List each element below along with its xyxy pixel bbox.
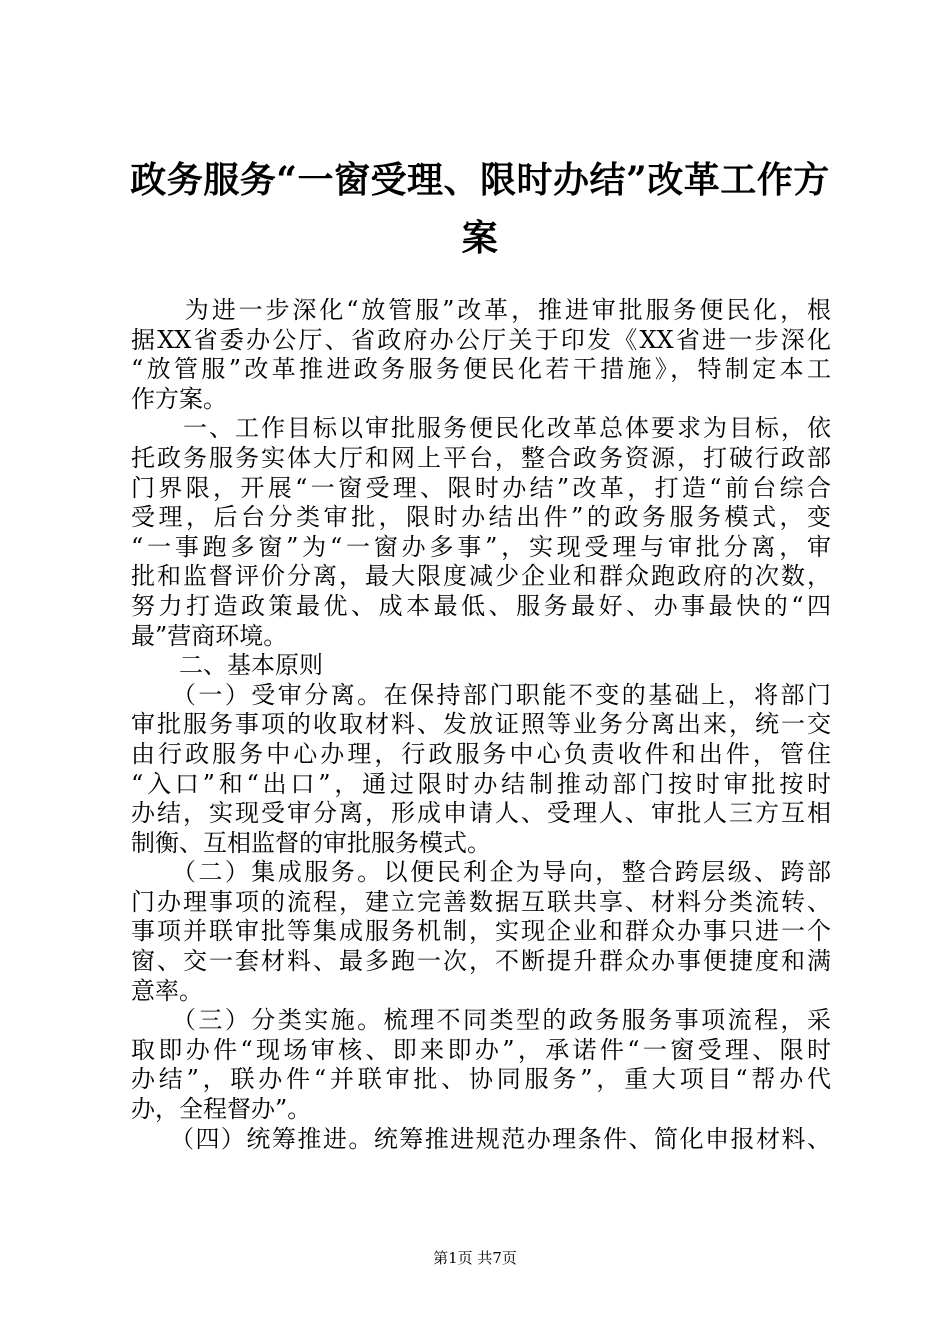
body-line: 窗、交一套材料、最多跑一次，不断提升群众办事便捷度和满 (131, 947, 831, 976)
body-line: （四）统筹推进。统筹推进规范办理条件、简化申报材料、 (131, 1124, 831, 1153)
body-line: 制衡、互相监督的审批服务模式。 (131, 828, 491, 857)
body-line: 门界限，开展“一窗受理、限时办结”改革，打造“前台综合 (131, 473, 831, 502)
body-line: 门办理事项的流程，建立完善数据互联共享、材料分类流转、 (131, 887, 831, 916)
body-line: 受理，后台分类审批，限时办结出件”的政务服务模式，变 (131, 503, 831, 532)
body-line: 取即办件“现场审核、即来即办”，承诺件“一窗受理、限时 (131, 1035, 831, 1064)
body-line: 由行政服务中心办理，行政服务中心负责收件和出件，管住 (131, 739, 831, 768)
body-line: “放管服”改革推进政务服务便民化若干措施》，特制定本工 (131, 355, 831, 384)
body-line: 作方案。 (131, 384, 227, 413)
body-line: 最”营商环境。 (131, 621, 288, 650)
document-body (131, 296, 831, 1154)
body-line: 审批服务事项的收取材料、发放证照等业务分离出来，统一交 (131, 710, 831, 739)
body-line: 办结，实现受审分离，形成申请人、受理人、审批人三方互相 (131, 799, 831, 828)
page-footer: 第1页 共7页 (433, 1249, 517, 1267)
body-line: 二、基本原则 (131, 651, 323, 680)
body-line: 一、工作目标以审批服务便民化改革总体要求为目标，依 (131, 414, 831, 443)
body-line: 据XX省委办公厅、省政府办公厅关于印发《XX省进一步深化 (131, 325, 831, 354)
body-line: （三）分类实施。梳理不同类型的政务服务事项流程，采 (131, 1006, 831, 1035)
body-line: 托政务服务实体大厅和网上平台，整合政务资源，打破行政部 (131, 443, 831, 472)
body-line: “一事跑多窗”为“一窗办多事”，实现受理与审批分离，审 (131, 532, 831, 561)
body-line: 办，全程督办”。 (131, 1095, 312, 1124)
body-line: 意率。 (131, 976, 203, 1005)
body-line: 努力打造政策最优、成本最低、服务最好、办事最快的“四 (131, 591, 831, 620)
document-title-line-2: 案 (461, 217, 499, 259)
body-line: “入口”和“出口”，通过限时办结制推动部门按时审批按时 (131, 769, 831, 798)
body-line: 事项并联审批等集成服务机制，实现企业和群众办事只进一个 (131, 917, 831, 946)
document-title-line-1: 政务服务“一窗受理、限时办结”改革工作方 (130, 159, 830, 201)
body-line: （一）受审分离。在保持部门职能不变的基础上，将部门 (131, 680, 831, 709)
body-line: 为进一步深化“放管服”改革，推进审批服务便民化，根 (131, 296, 831, 324)
body-line: 办结”，联办件“并联审批、协同服务”，重大项目“帮办代 (131, 1065, 831, 1094)
body-line: （二）集成服务。以便民利企为导向，整合跨层级、跨部 (131, 858, 831, 887)
body-line: 批和监督评价分离，最大限度减少企业和群众跑政府的次数， (131, 562, 831, 591)
